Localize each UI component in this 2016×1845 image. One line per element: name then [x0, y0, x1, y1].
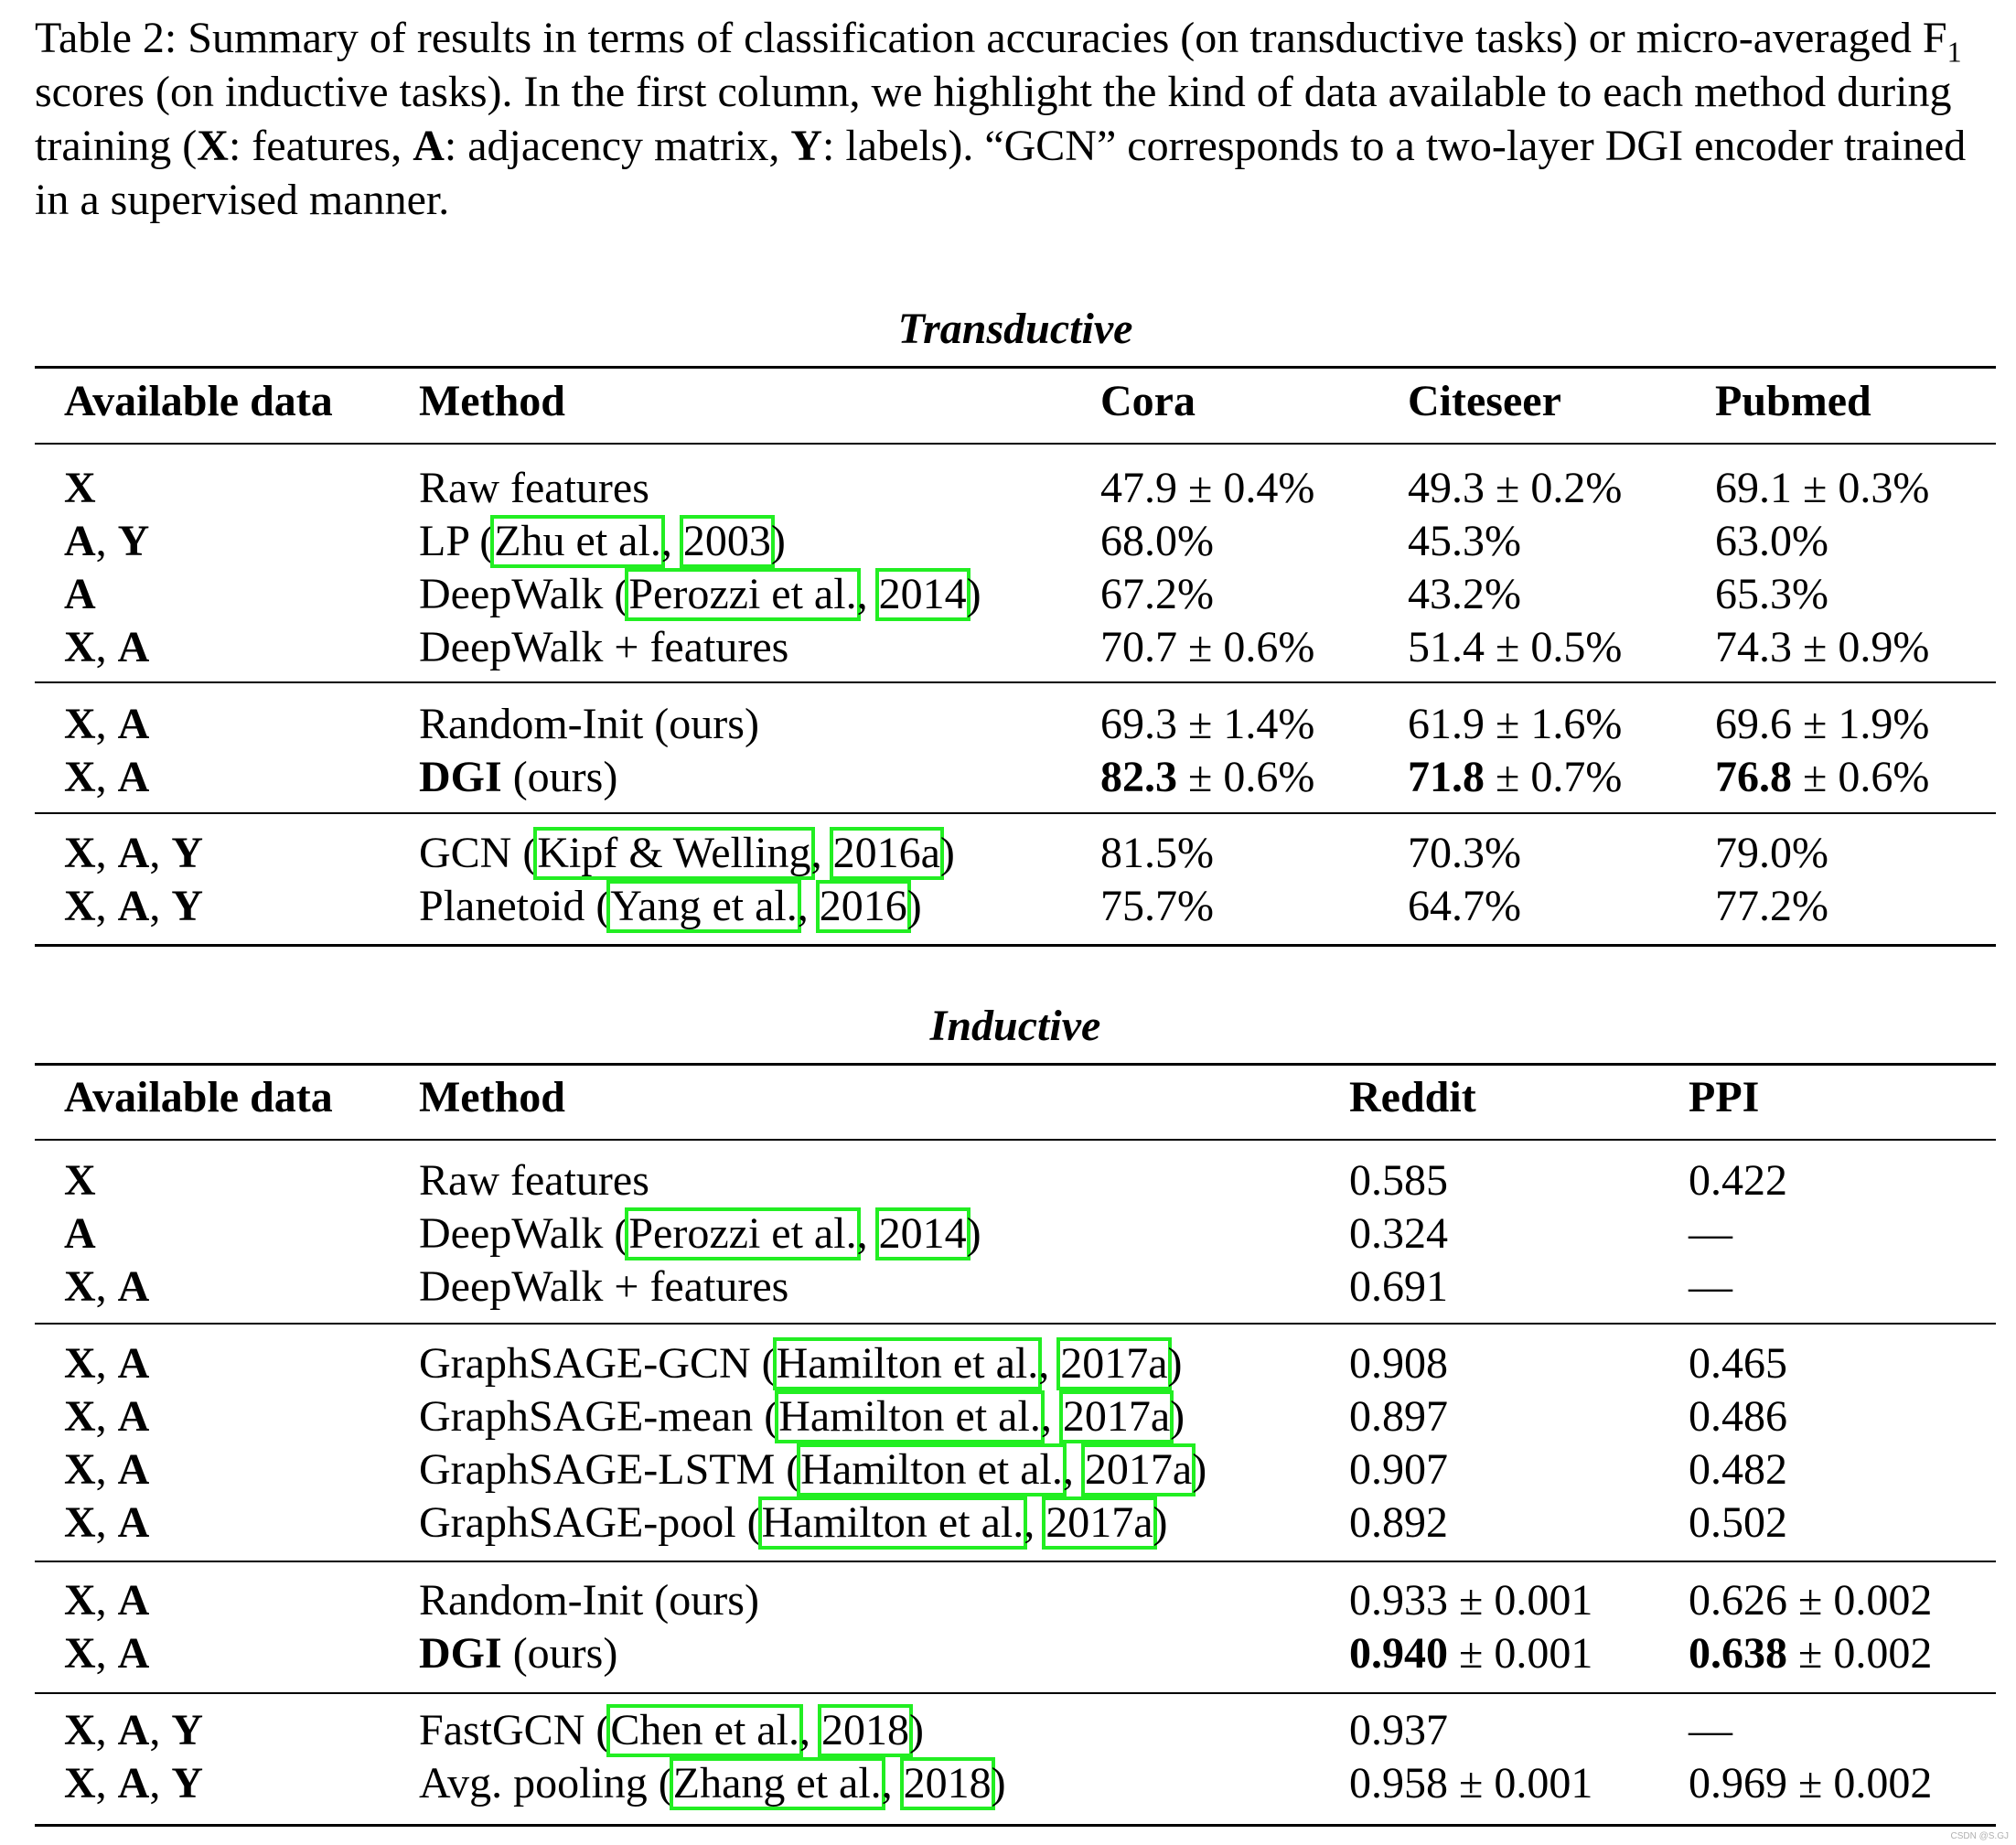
data-separator: ,: [95, 1339, 118, 1388]
data-symbol: X: [64, 700, 96, 748]
data-symbol: X: [64, 829, 96, 877]
score-value: —: [1689, 1706, 1732, 1754]
score-cell: [1100, 621, 1314, 674]
caption-text-2: scores (on inductive tasks). In the first column, we highlight the kind of data available to each method during training (: [35, 68, 1952, 170]
available-data-cell: [64, 1154, 96, 1207]
data-separator: ,: [95, 753, 118, 801]
inductive-row: [0, 1627, 2016, 1680]
method-name: GraphSAGE-pool: [419, 1498, 736, 1547]
method-cell: [419, 1574, 759, 1627]
score-cell: [1715, 827, 1828, 880]
score-value: 75.7%: [1100, 882, 1214, 930]
caption-text-1: Summary of results in terms of classification accuracies (on transductive tasks) or micro-averaged F: [188, 14, 1947, 62]
data-symbol: Y: [171, 1759, 204, 1807]
method-name: (ours): [512, 1629, 618, 1678]
score-cell: [1689, 1574, 1932, 1627]
inductive-group-rule-1: [35, 1323, 1996, 1325]
caption-y-desc: : labels). “GCN” corresponds to a two-layer DGI encoder trained in a supervised manner.: [35, 122, 1967, 224]
best-score: 0.940: [1349, 1629, 1448, 1678]
citation-authors: Hamilton et al.: [775, 1390, 1045, 1443]
available-data-cell: [64, 621, 149, 674]
data-symbol: X: [64, 1706, 96, 1754]
caption-x: X: [197, 122, 229, 170]
inductive-header-row: [0, 1071, 2016, 1124]
score-cell: [1408, 621, 1622, 674]
score-cell: [1349, 1757, 1592, 1810]
method-cell: Planetoid (Yang et al., 2016): [419, 880, 922, 933]
method-name: Raw features: [419, 1156, 649, 1205]
inductive-group-rule-2: [35, 1561, 1996, 1562]
method-name: Raw features: [419, 464, 649, 512]
data-symbol: A: [117, 1706, 150, 1754]
method-name: FastGCN: [419, 1706, 585, 1754]
inductive-row: [0, 1207, 2016, 1260]
data-symbol: A: [64, 1209, 96, 1258]
citation-year: 2016a: [830, 827, 944, 880]
data-symbol: X: [64, 1262, 96, 1311]
caption-a: A: [413, 122, 445, 170]
method-name-bold: DGI: [419, 1629, 502, 1678]
data-separator: ,: [95, 1576, 118, 1625]
transductive-group-rule-1: [35, 681, 1996, 683]
data-symbol: Y: [117, 517, 150, 565]
data-separator: ,: [95, 829, 118, 877]
available-data-cell: [64, 515, 149, 568]
citation-authors: Chen et al.: [606, 1704, 803, 1757]
data-symbol: Y: [171, 829, 204, 877]
inductive-row: [0, 1704, 2016, 1757]
citation-authors: Kipf & Welling: [533, 827, 814, 880]
data-separator: ,: [149, 1759, 172, 1807]
data-separator: ,: [149, 882, 172, 930]
transductive-group-rule-2: [35, 812, 1996, 814]
score-cell: [1349, 1574, 1592, 1627]
citation-year: 2017a: [1056, 1337, 1171, 1390]
watermark: CSDN @S.GJ: [1950, 1831, 2009, 1841]
score-cell: [1349, 1443, 1448, 1496]
score-value: ± 0.002: [1787, 1629, 1933, 1678]
method-cell: [419, 1260, 788, 1314]
inductive-title: Inductive: [929, 1002, 1101, 1050]
available-data-cell: [64, 1443, 149, 1496]
header-cora: Cora: [1100, 377, 1196, 425]
best-score: 82.3: [1100, 753, 1177, 801]
method-name: (ours): [512, 753, 618, 801]
data-symbol: A: [117, 700, 150, 748]
score-cell: [1408, 698, 1622, 751]
method-name: DeepWalk + features: [419, 1262, 789, 1311]
data-symbol: X: [64, 882, 96, 930]
best-score: 71.8: [1408, 753, 1485, 801]
data-symbol: A: [117, 1576, 150, 1625]
header-available-data: Available data: [64, 377, 333, 425]
method-name: DeepWalk + features: [419, 623, 789, 671]
score-cell: [1715, 462, 1929, 515]
method-cell: [419, 1627, 617, 1680]
method-name: DeepWalk: [419, 570, 604, 618]
inductive-row: [0, 1154, 2016, 1207]
data-symbol: A: [117, 1445, 150, 1494]
score-value: 0.907: [1349, 1445, 1448, 1494]
data-symbol: X: [64, 1629, 96, 1678]
citation-year: 2014: [875, 568, 970, 621]
score-cell: [1100, 827, 1214, 880]
header-reddit: Reddit: [1349, 1073, 1476, 1121]
available-data-cell: [64, 1496, 149, 1550]
data-symbol: X: [64, 464, 96, 512]
method-name: Random-Init (ours): [419, 1576, 759, 1625]
score-cell: [1715, 880, 1828, 933]
score-value: 77.2%: [1715, 882, 1828, 930]
transductive-row: [0, 462, 2016, 515]
score-cell: [1349, 1337, 1448, 1390]
score-cell: [1349, 1704, 1448, 1757]
table-caption: [35, 11, 1983, 227]
score-value: 61.9 ± 1.6%: [1408, 700, 1623, 748]
score-cell: [1408, 568, 1521, 621]
score-value: ± 0.001: [1448, 1629, 1593, 1678]
score-value: 79.0%: [1715, 829, 1828, 877]
data-separator: ,: [95, 1629, 118, 1678]
data-symbol: X: [64, 1392, 96, 1441]
method-name: Planetoid: [419, 882, 585, 930]
score-value: 0.958 ± 0.001: [1349, 1759, 1593, 1807]
citation-year: 2017a: [1059, 1390, 1174, 1443]
score-value: 47.9 ± 0.4%: [1100, 464, 1315, 512]
score-value: 0.969 ± 0.002: [1689, 1759, 1933, 1807]
data-symbol: A: [117, 1392, 150, 1441]
method-cell: [419, 462, 649, 515]
score-cell: [1349, 1390, 1448, 1443]
score-value: 0.465: [1689, 1339, 1787, 1388]
score-cell: [1100, 698, 1314, 751]
transductive-header-row: [0, 375, 2016, 428]
available-data-cell: [64, 1390, 149, 1443]
score-cell: [1689, 1757, 1932, 1810]
inductive-group-rule-3: [35, 1692, 1996, 1694]
score-cell: [1689, 1260, 1732, 1314]
score-cell: [1349, 1496, 1448, 1550]
available-data-cell: [64, 1574, 149, 1627]
inductive-top-rule: [35, 1063, 1996, 1066]
method-name: DeepWalk: [419, 1209, 604, 1258]
caption-label: Table 2:: [35, 14, 177, 62]
score-value: 0.482: [1689, 1445, 1787, 1494]
transductive-header-rule: [35, 443, 1996, 445]
score-cell: [1408, 515, 1521, 568]
data-symbol: A: [117, 829, 150, 877]
score-cell: [1349, 1627, 1592, 1680]
score-value: 0.486: [1689, 1392, 1787, 1441]
header-citeseer: Citeseer: [1408, 377, 1561, 425]
score-value: 63.0%: [1715, 517, 1828, 565]
citation-authors: Perozzi et al.: [625, 568, 860, 621]
data-separator: ,: [149, 829, 172, 877]
data-symbol: A: [117, 623, 150, 671]
data-symbol: A: [117, 1629, 150, 1678]
transductive-row: [0, 751, 2016, 804]
score-cell: [1689, 1154, 1787, 1207]
data-symbol: X: [64, 623, 96, 671]
data-symbol: Y: [171, 1706, 204, 1754]
available-data-cell: [64, 1704, 203, 1757]
citation-authors: Perozzi et al.: [625, 1207, 860, 1260]
method-name-bold: DGI: [419, 753, 502, 801]
score-value: ± 0.6%: [1792, 753, 1930, 801]
caption-a-desc: : adjacency matrix,: [444, 122, 791, 170]
score-value: 68.0%: [1100, 517, 1214, 565]
score-cell: [1689, 1390, 1787, 1443]
method-cell: GraphSAGE-LSTM (Hamilton et al., 2017a): [419, 1443, 1206, 1496]
best-score: 0.638: [1689, 1629, 1787, 1678]
header-pubmed: Pubmed: [1715, 377, 1871, 425]
score-value: 65.3%: [1715, 570, 1828, 618]
score-cell: [1349, 1260, 1448, 1314]
caption-x-desc: : features,: [228, 122, 413, 170]
score-value: 64.7%: [1408, 882, 1521, 930]
score-value: 81.5%: [1100, 829, 1214, 877]
method-name: Random-Init (ours): [419, 700, 759, 748]
score-cell: [1408, 880, 1521, 933]
score-cell: [1715, 568, 1828, 621]
score-value: 0.908: [1349, 1339, 1448, 1388]
score-cell: [1408, 751, 1622, 804]
score-cell: [1100, 880, 1214, 933]
inductive-row: [0, 1337, 2016, 1390]
score-cell: [1715, 621, 1929, 674]
method-cell: GraphSAGE-GCN (Hamilton et al., 2017a): [419, 1337, 1183, 1390]
caption-y: Y: [790, 122, 823, 170]
score-cell: [1715, 515, 1828, 568]
method-cell: [419, 751, 617, 804]
method-cell: [419, 621, 788, 674]
score-cell: [1715, 751, 1929, 804]
citation-authors: Hamilton et al.: [797, 1443, 1067, 1496]
data-symbol: X: [64, 1576, 96, 1625]
method-name: GraphSAGE-mean: [419, 1392, 754, 1441]
inductive-row: [0, 1574, 2016, 1627]
inductive-bottom-rule: [35, 1824, 1996, 1827]
data-symbol: A: [117, 753, 150, 801]
data-separator: ,: [95, 1498, 118, 1547]
citation-year: 2018: [900, 1757, 995, 1810]
available-data-cell: [64, 827, 203, 880]
inductive-row: [0, 1390, 2016, 1443]
citation-year: 2016: [816, 880, 911, 933]
citation-authors: Yang et al.: [606, 880, 800, 933]
data-separator: ,: [95, 517, 118, 565]
header-available-data: Available data: [64, 1073, 333, 1121]
score-value: 74.3 ± 0.9%: [1715, 623, 1930, 671]
score-value: 69.3 ± 1.4%: [1100, 700, 1315, 748]
data-symbol: A: [117, 1498, 150, 1547]
score-value: —: [1689, 1209, 1732, 1258]
available-data-cell: [64, 751, 149, 804]
score-value: 51.4 ± 0.5%: [1408, 623, 1623, 671]
score-value: 70.7 ± 0.6%: [1100, 623, 1315, 671]
method-cell: DeepWalk (Perozzi et al., 2014): [419, 1207, 981, 1260]
score-cell: [1100, 751, 1314, 804]
method-cell: Avg. pooling (Zhang et al., 2018): [419, 1757, 1006, 1810]
method-name: LP: [419, 517, 469, 565]
best-score: 76.8: [1715, 753, 1792, 801]
data-separator: ,: [95, 882, 118, 930]
score-cell: [1408, 827, 1521, 880]
method-cell: FastGCN (Chen et al., 2018): [419, 1704, 924, 1757]
transductive-row: [0, 621, 2016, 674]
data-separator: ,: [149, 1706, 172, 1754]
score-value: 0.892: [1349, 1498, 1448, 1547]
transductive-row: [0, 568, 2016, 621]
header-method: Method: [419, 1073, 565, 1121]
data-symbol: X: [64, 1759, 96, 1807]
method-name: GraphSAGE-GCN: [419, 1339, 751, 1388]
score-cell: [1100, 462, 1314, 515]
score-value: 69.1 ± 0.3%: [1715, 464, 1930, 512]
score-value: 0.324: [1349, 1209, 1448, 1258]
data-symbol: A: [117, 1262, 150, 1311]
inductive-row: [0, 1443, 2016, 1496]
data-symbol: X: [64, 1156, 96, 1205]
data-separator: ,: [95, 1706, 118, 1754]
data-separator: ,: [95, 1392, 118, 1441]
score-value: ± 0.6%: [1177, 753, 1315, 801]
score-cell: [1408, 462, 1622, 515]
data-symbol: X: [64, 753, 96, 801]
data-symbol: A: [64, 570, 96, 618]
data-symbol: Y: [171, 882, 204, 930]
data-symbol: A: [64, 517, 96, 565]
score-value: 70.3%: [1408, 829, 1521, 877]
transductive-title: Transductive: [897, 305, 1133, 353]
score-value: 0.585: [1349, 1156, 1448, 1205]
available-data-cell: [64, 1260, 149, 1314]
inductive-row: [0, 1496, 2016, 1550]
available-data-cell: [64, 462, 96, 515]
score-value: 49.3 ± 0.2%: [1408, 464, 1623, 512]
header-ppi: PPI: [1689, 1073, 1760, 1121]
score-value: 0.502: [1689, 1498, 1787, 1547]
available-data-cell: [64, 1337, 149, 1390]
inductive-row: [0, 1757, 2016, 1810]
data-symbol: A: [117, 1339, 150, 1388]
inductive-header-rule: [35, 1139, 1996, 1141]
score-cell: [1715, 698, 1929, 751]
data-separator: ,: [95, 700, 118, 748]
data-symbol: A: [117, 882, 150, 930]
score-value: —: [1689, 1262, 1732, 1311]
available-data-cell: [64, 698, 149, 751]
score-cell: [1689, 1496, 1787, 1550]
method-cell: GraphSAGE-mean (Hamilton et al., 2017a): [419, 1390, 1185, 1443]
available-data-cell: [64, 1757, 203, 1810]
data-separator: ,: [95, 1759, 118, 1807]
score-value: 0.626 ± 0.002: [1689, 1576, 1933, 1625]
data-separator: ,: [95, 1445, 118, 1494]
score-value: 69.6 ± 1.9%: [1715, 700, 1930, 748]
method-name: GCN: [419, 829, 512, 877]
score-cell: [1100, 568, 1214, 621]
transductive-row: [0, 698, 2016, 751]
data-symbol: X: [64, 1445, 96, 1494]
score-cell: [1689, 1704, 1732, 1757]
score-cell: [1689, 1207, 1732, 1260]
method-name: Avg. pooling: [419, 1759, 648, 1807]
transductive-row: [0, 827, 2016, 880]
citation-year: 2003: [680, 515, 775, 568]
citation-year: 2018: [818, 1704, 913, 1757]
method-cell: GraphSAGE-pool (Hamilton et al., 2017a): [419, 1496, 1168, 1550]
caption-subscript: 1: [1946, 35, 1962, 69]
score-value: 67.2%: [1100, 570, 1214, 618]
method-cell: [419, 698, 759, 751]
available-data-cell: [64, 1627, 149, 1680]
score-cell: [1349, 1207, 1448, 1260]
header-method: Method: [419, 377, 565, 425]
score-value: 0.897: [1349, 1392, 1448, 1441]
score-value: 0.422: [1689, 1156, 1787, 1205]
method-cell: LP (Zhu et al., 2003): [419, 515, 786, 568]
score-cell: [1689, 1627, 1932, 1680]
citation-authors: Zhang et al.: [670, 1757, 885, 1810]
score-value: 0.937: [1349, 1706, 1448, 1754]
transductive-top-rule: [35, 366, 1996, 369]
score-value: 43.2%: [1408, 570, 1521, 618]
available-data-cell: [64, 568, 96, 621]
citation-authors: Hamilton et al.: [773, 1337, 1043, 1390]
method-name: GraphSAGE-LSTM: [419, 1445, 776, 1494]
available-data-cell: [64, 880, 203, 933]
score-cell: [1689, 1443, 1787, 1496]
citation-year: 2017a: [1042, 1496, 1156, 1550]
score-value: 0.933 ± 0.001: [1349, 1576, 1593, 1625]
citation-authors: Zhu et al.: [490, 515, 665, 568]
transductive-row: [0, 515, 2016, 568]
citation-year: 2014: [875, 1207, 970, 1260]
method-cell: DeepWalk (Perozzi et al., 2014): [419, 568, 981, 621]
citation-authors: Hamilton et al.: [758, 1496, 1028, 1550]
transductive-bottom-rule: [35, 944, 1996, 947]
data-symbol: X: [64, 1498, 96, 1547]
score-value: ± 0.7%: [1485, 753, 1623, 801]
citation-year: 2017a: [1081, 1443, 1196, 1496]
score-cell: [1689, 1337, 1787, 1390]
available-data-cell: [64, 1207, 96, 1260]
method-cell: [419, 1154, 649, 1207]
inductive-row: [0, 1260, 2016, 1314]
transductive-row: [0, 880, 2016, 933]
data-separator: ,: [95, 623, 118, 671]
data-symbol: A: [117, 1759, 150, 1807]
score-value: 45.3%: [1408, 517, 1521, 565]
data-symbol: X: [64, 1339, 96, 1388]
method-cell: GCN (Kipf & Welling, 2016a): [419, 827, 955, 880]
score-value: 0.691: [1349, 1262, 1448, 1311]
data-separator: ,: [95, 1262, 118, 1311]
score-cell: [1100, 515, 1214, 568]
score-cell: [1349, 1154, 1448, 1207]
